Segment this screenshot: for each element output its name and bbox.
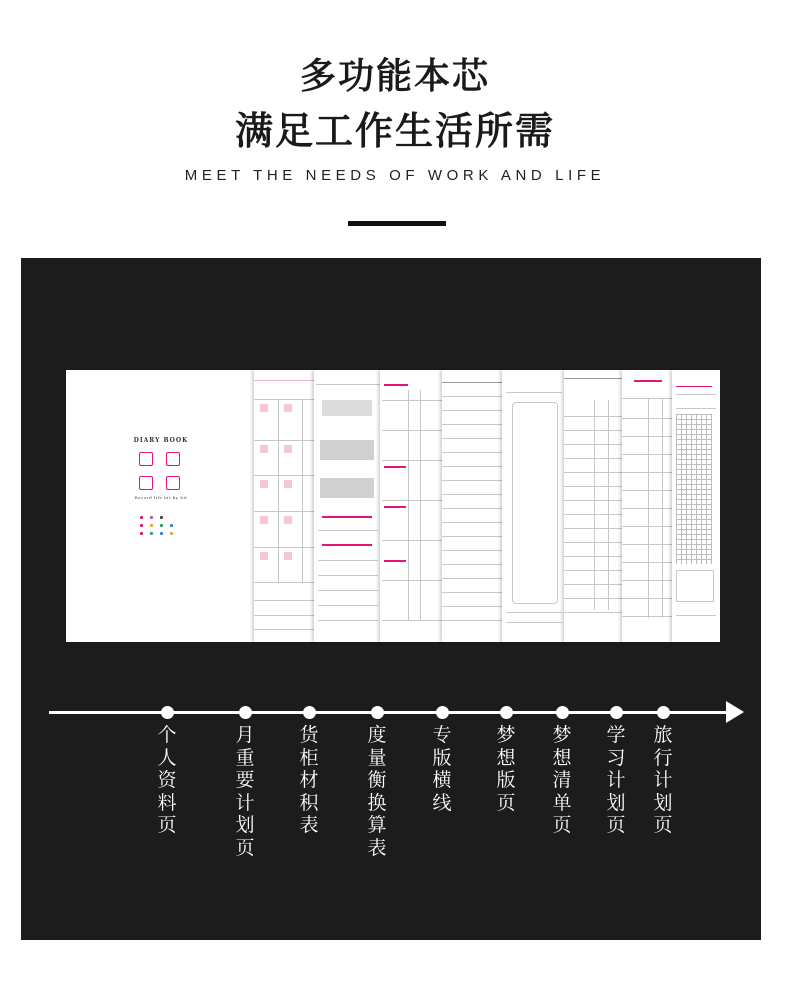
timeline-node xyxy=(303,706,316,719)
color-dots-row xyxy=(140,504,170,508)
headline-line-2: 满足工作生活所需 xyxy=(234,109,555,153)
page-dream-board xyxy=(502,370,566,642)
page-monthly-plan xyxy=(254,370,316,642)
profile-card-icon xyxy=(139,452,153,466)
english-subtitle: MEET THE NEEDS OF WORK AND LIFE xyxy=(184,167,606,184)
timeline-label: 学习计划页 xyxy=(606,724,626,836)
page-study-plan xyxy=(622,370,676,642)
color-dots-row xyxy=(140,512,180,516)
headline-line-1: 多功能本芯 xyxy=(299,56,490,97)
title-divider xyxy=(348,221,446,226)
timeline-node xyxy=(657,706,670,719)
timeline-label: 度量衡换算表 xyxy=(367,724,387,859)
color-dots-row xyxy=(140,520,180,524)
timeline-node xyxy=(500,706,513,719)
timeline-label: 梦想清单页 xyxy=(552,724,572,836)
timeline-node xyxy=(610,706,623,719)
timeline-node xyxy=(371,706,384,719)
pen-icon xyxy=(139,476,153,490)
feature-panel xyxy=(21,258,761,940)
timeline-label: 旅行计划页 xyxy=(653,724,673,836)
cover-title: DIARY BOOK xyxy=(133,437,189,444)
timeline-label: 个人资料页 xyxy=(157,724,177,836)
timeline-label: 月重要计划页 xyxy=(235,724,255,859)
timeline-node xyxy=(239,706,252,719)
notebook-pages-fan xyxy=(66,370,720,642)
timeline-node xyxy=(436,706,449,719)
chart-icon xyxy=(166,476,180,490)
page-container-volume xyxy=(314,370,382,642)
timeline-node xyxy=(161,706,174,719)
timeline-label: 货柜材积表 xyxy=(299,724,319,836)
travel-grid xyxy=(676,414,712,564)
cover-caption: Record life bit by bit xyxy=(134,495,188,500)
star-icon xyxy=(166,452,180,466)
timeline-node xyxy=(556,706,569,719)
timeline-axis xyxy=(49,711,739,714)
timeline-label: 专版横线 xyxy=(432,724,452,814)
arrow-right-icon xyxy=(726,701,744,723)
page-profile xyxy=(66,370,256,642)
timeline-label: 梦想版页 xyxy=(496,724,516,814)
page-dream-list xyxy=(564,370,624,642)
page-travel-plan xyxy=(672,370,720,642)
page-measurement-conversion xyxy=(380,370,444,642)
page-lined xyxy=(442,370,504,642)
